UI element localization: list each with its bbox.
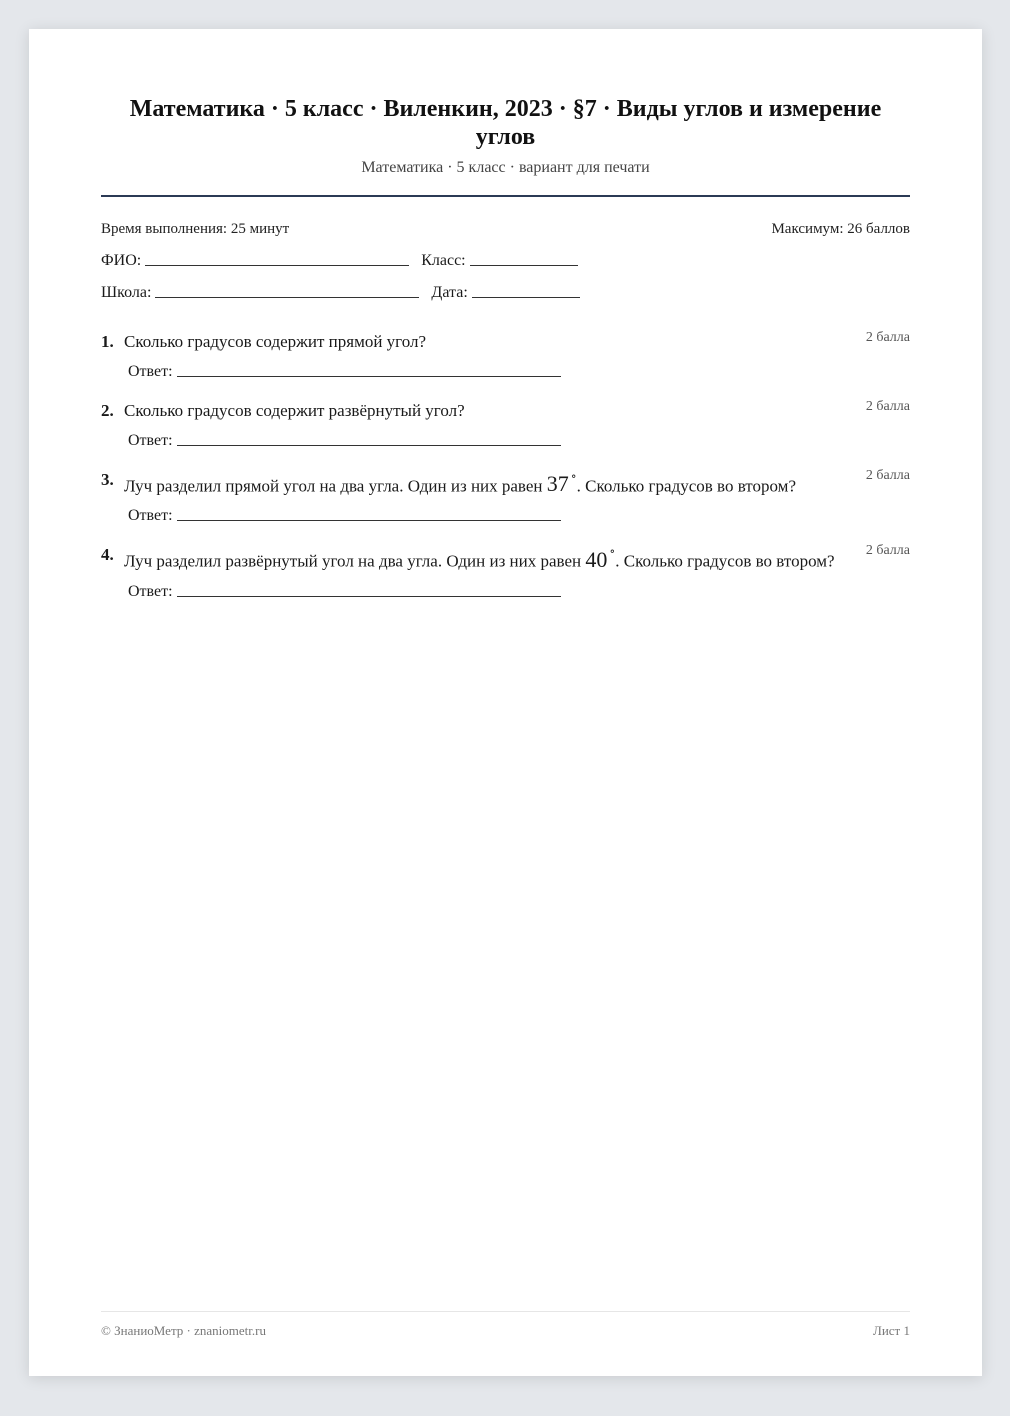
answer-field[interactable] — [177, 376, 561, 377]
angle-value — [547, 471, 577, 496]
answer-row — [128, 507, 910, 525]
page-content — [101, 29, 910, 1376]
answer-field[interactable] — [177, 596, 561, 597]
question-1 — [101, 328, 910, 381]
question-text-end: . Сколько градусов во втором? — [615, 551, 835, 571]
question-2 — [101, 397, 910, 450]
angle-number: 40 — [585, 546, 608, 572]
class-field[interactable] — [470, 264, 578, 266]
question-list — [101, 328, 910, 601]
school-label: Школа: — [101, 284, 152, 301]
time-limit: Время выполнения: 25 минут — [101, 221, 290, 237]
header-divider — [101, 195, 910, 197]
question-number: 3. — [101, 470, 114, 489]
question-text-start: Луч разделил развёрнутый угол на два угла. Один из них равен — [124, 551, 586, 571]
answer-field[interactable] — [177, 520, 561, 521]
question-4 — [101, 541, 910, 600]
meta-row — [101, 221, 910, 238]
answer-label: Ответ: — [128, 582, 173, 600]
sheet-number: Лист 1 — [873, 1323, 910, 1338]
question-points: 2 балла — [865, 543, 910, 559]
question-text: Сколько градусов содержит развёрнутый угол? — [124, 401, 465, 420]
answer-row — [128, 432, 910, 450]
question-text-end: . Сколько градусов во втором? — [576, 476, 796, 496]
angle-number: 37 — [546, 471, 569, 497]
answer-label: Ответ: — [128, 432, 173, 449]
question-points: 2 балла — [865, 399, 910, 414]
question-3 — [101, 466, 910, 525]
question-points: 2 балла — [865, 330, 910, 345]
page-footer — [101, 1311, 910, 1339]
worksheet-page — [29, 29, 982, 1376]
question-number: 1. — [101, 332, 114, 351]
angle-value — [585, 544, 616, 572]
degree-sign: ∘ — [570, 469, 577, 483]
name-field[interactable] — [145, 264, 409, 266]
answer-label: Ответ: — [128, 363, 173, 380]
class-label: Класс: — [421, 252, 466, 269]
question-text — [124, 466, 840, 499]
date-field[interactable] — [472, 296, 580, 298]
degree-sign: ∘ — [609, 544, 616, 559]
question-number: 2. — [101, 401, 114, 420]
school-date-row — [101, 284, 910, 302]
copyright-text: © ЗнаниоМетр · znaniometr.ru — [101, 1323, 266, 1338]
question-text: Сколько градусов содержит прямой угол? — [124, 332, 427, 351]
answer-field[interactable] — [177, 445, 561, 446]
question-text-start: Луч разделил прямой угол на два угла. Один из них равен — [124, 476, 547, 496]
question-text — [124, 541, 840, 574]
page-subtitle: Математика · 5 класс · вариант для печати — [361, 159, 650, 176]
max-score: Максимум: 26 баллов — [771, 221, 910, 237]
date-label: Дата: — [431, 284, 468, 301]
name-label: ФИО: — [101, 252, 142, 269]
page-title: Математика · 5 класс · Виленкин, 2023 · §7 · Виды углов и измерение углов — [129, 96, 882, 150]
question-points: 2 балла — [865, 468, 910, 483]
school-field[interactable] — [155, 296, 419, 298]
name-class-row — [101, 252, 910, 270]
answer-label: Ответ: — [128, 507, 173, 525]
answer-row — [128, 583, 910, 601]
question-number: 4. — [101, 545, 114, 565]
answer-row — [128, 363, 910, 381]
